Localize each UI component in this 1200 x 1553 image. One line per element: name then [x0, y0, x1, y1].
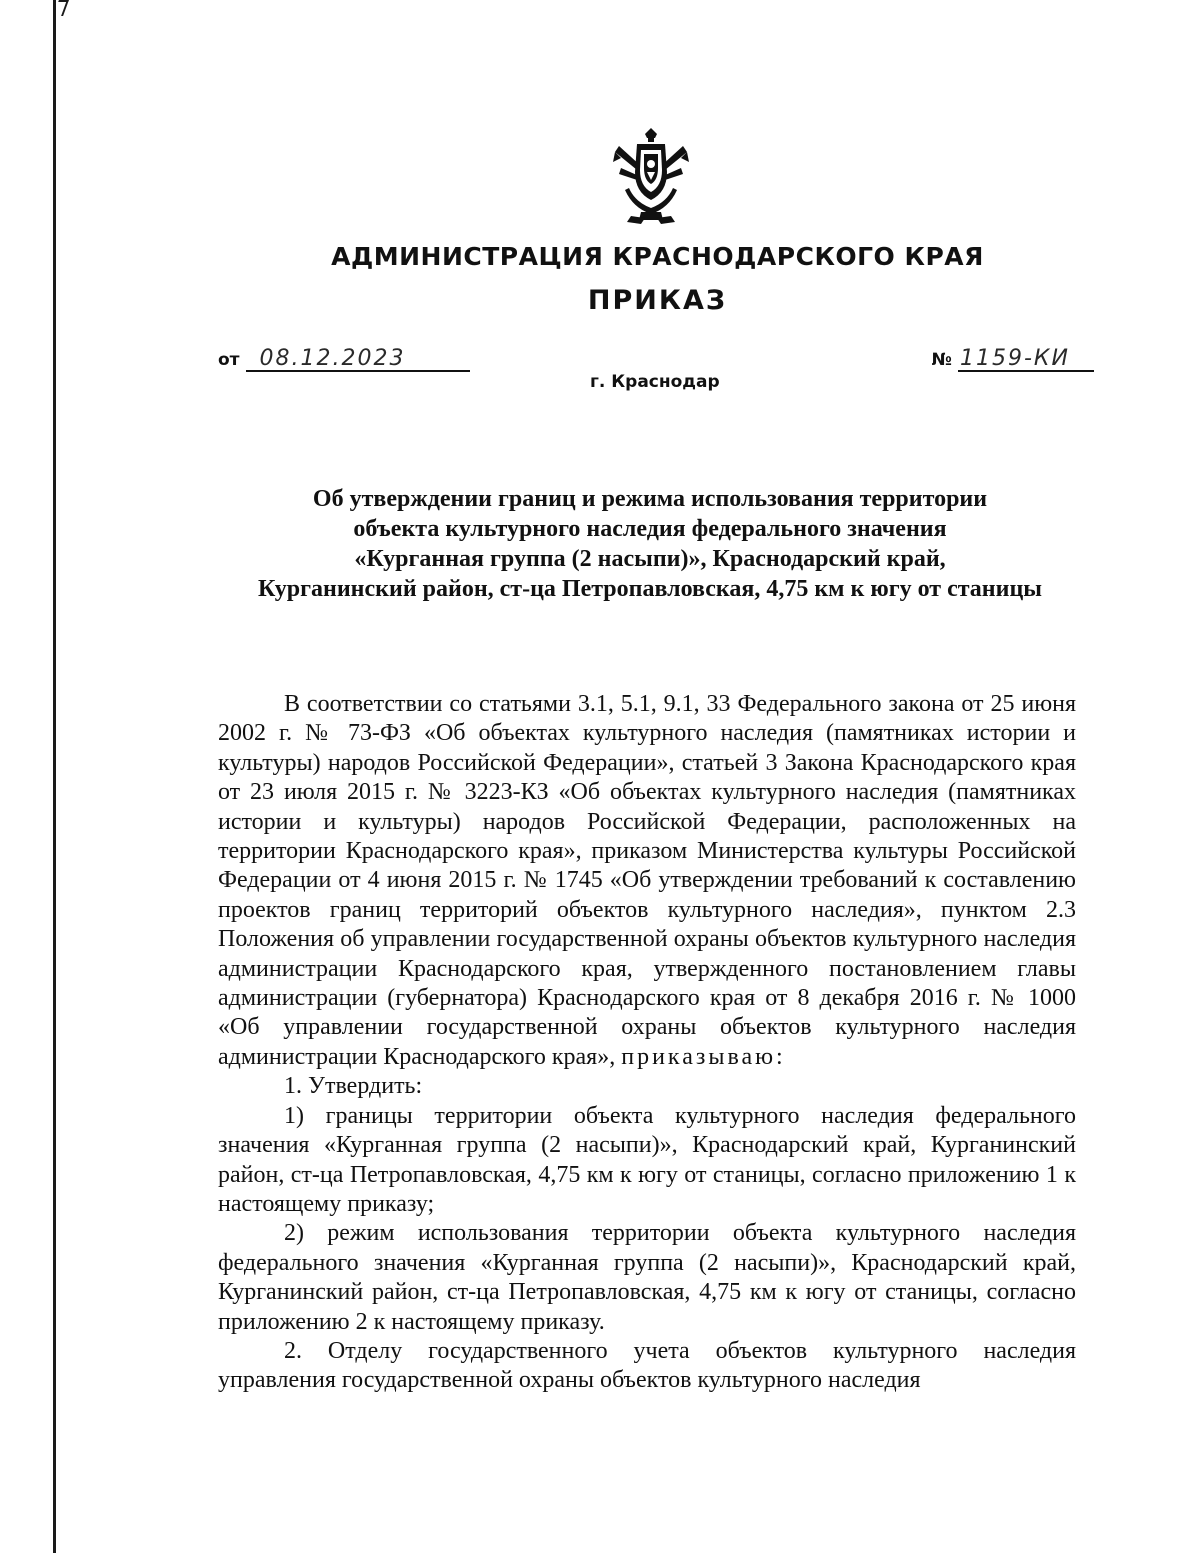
title-line: объекта культурного наследия федерального значения — [353, 516, 947, 542]
krasnodar-coat-of-arms-icon — [611, 128, 691, 224]
date-prefix: от — [218, 350, 240, 370]
title-line: Об утверждении границ и режима использования территории — [312, 486, 988, 512]
item-1-2: 2) режим использования территории объекта культурного наследия федерального значения «Курганная группа (2 насыпи)», Краснодарский край, Курганинский район, ст-ца Петропавловская, 4,75 км к югу от станицы, согласно приложению 2 к настоящему приказу. — [218, 1220, 1076, 1335]
document-body — [218, 690, 1076, 1396]
title-line: Курганинский район, ст-ца Петропавловская, 4,75 км к югу от станицы — [257, 576, 1043, 602]
date-value: 08.12.2023 — [246, 348, 470, 372]
item-1: 1. Утвердить: — [284, 1073, 423, 1100]
number-value: 1159-КИ — [958, 348, 1094, 372]
preamble-paragraph — [218, 690, 1076, 1072]
item-1-1: 1) границы территории объекта культурного наследия федерального значения «Курганная группа (2 насыпи)», Краснодарский край, Курганинский район, ст-ца Петропавловская, 4,75 км к югу от станицы, согласно приложению 1 к настоящему приказу; — [218, 1102, 1076, 1217]
date-block — [218, 348, 470, 372]
city-label: г. Краснодар — [590, 372, 720, 392]
organization-title: АДМИНИСТРАЦИЯ КРАСНОДАРСКОГО КРАЯ — [331, 242, 984, 271]
number-prefix: № — [931, 350, 952, 370]
order-word: приказываю: — [621, 1043, 786, 1070]
number-block — [932, 348, 1094, 372]
title-line: «Курганная группа (2 насыпи)», Краснодарский край, — [354, 546, 946, 572]
document-title — [200, 484, 1100, 604]
item-2: 2. Отделу государственного учета объектов культурного наследия управления государственной охраны объектов культурного наследия — [218, 1337, 1076, 1394]
preamble-text: В соответствии со статьями 3.1, 5.1, 9.1, 33 Федерального закона от 25 июня 2002 г. № 73-ФЗ «Об объектах культурного наследия (памятниках истории и культуры) народов Российской Федерации», статьей 3 Закона Краснодарского края от 23 июля 2015 г. № 3223-КЗ «Об объектах культурного наследия (памятниках истории и культуры) народов Российской Федерации, расположенных на территории Краснодарского края», приказом Министерства культуры Российской Федерации от 4 июня 2015 г. № 1745 «Об утверждении требований к составлению проектов границ территорий объектов культурного наследия», пунктом 2.3 Положения об управлении государственной охраны объектов культурного наследия администрации Краснодарского края, утвержденного постановлением главы администрации (губернатора) Краснодарского края от 8 декабря 2016 г. № 1000 «Об управлении государственной охраны объектов культурного наследия администрации Краснодарского края», — [218, 691, 1076, 1070]
document-type: ПРИКАЗ — [587, 285, 728, 316]
document-meta — [218, 340, 1094, 400]
document-header — [0, 242, 1200, 316]
scan-edge-line — [53, 0, 56, 1553]
